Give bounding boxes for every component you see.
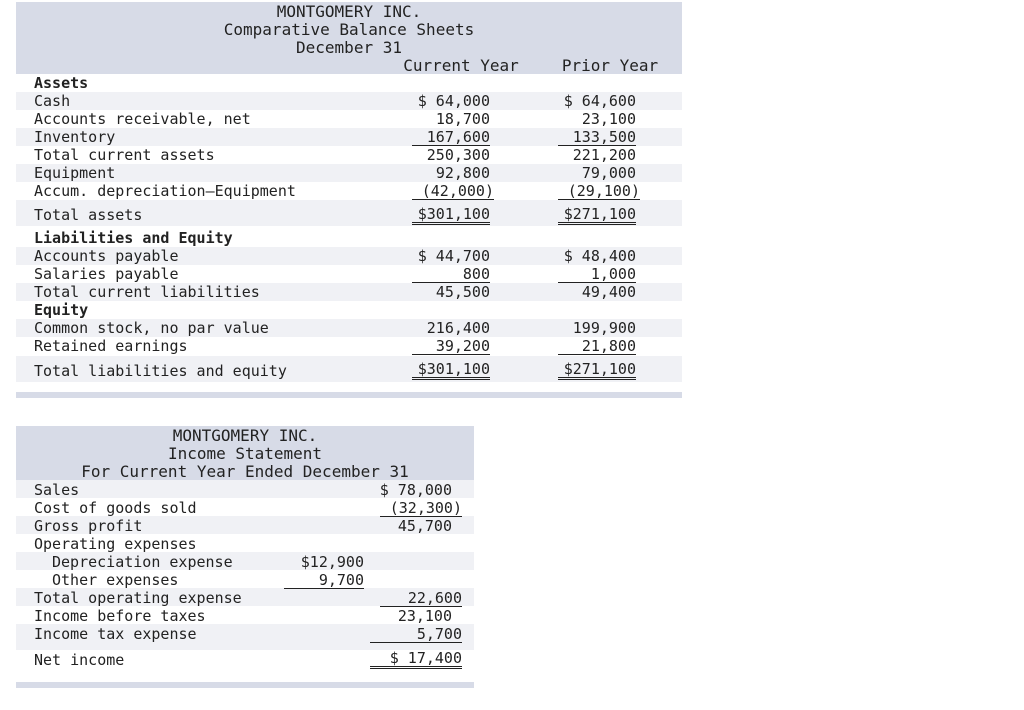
- gross-profit-value: 45,700: [397, 517, 452, 535]
- prior-value: (29,100): [558, 182, 640, 200]
- prior-value: $ 48,400: [563, 247, 636, 265]
- equity-heading: Equity: [34, 301, 89, 319]
- prior-value: 23,100: [581, 110, 636, 128]
- current-value: $ 44,700: [417, 247, 490, 265]
- depreciation-value: $12,900: [300, 553, 364, 571]
- row-label: Accum. depreciation—Equipment: [34, 182, 296, 200]
- row-label: Total current assets: [34, 146, 215, 164]
- row-label: Inventory: [34, 128, 116, 146]
- prior-total: $271,100: [558, 205, 636, 225]
- prior-value: 133,500: [558, 128, 636, 146]
- sales-label: Sales: [34, 481, 80, 499]
- income-tax-value: 5,700: [370, 625, 462, 643]
- prior-value: $ 64,600: [563, 92, 636, 110]
- current-total: $301,100: [412, 205, 490, 225]
- income-before-taxes-value: 23,100: [397, 607, 452, 625]
- balance-sheet-footer-bar: [16, 392, 682, 398]
- depreciation-label: Depreciation expense: [52, 553, 233, 571]
- other-expenses-value: 9,700: [284, 571, 364, 589]
- current-value: 167,600: [412, 128, 490, 146]
- prior-value: 221,200: [572, 146, 636, 164]
- income-statement: [16, 426, 474, 688]
- current-value: 92,800: [435, 164, 490, 182]
- row-label: Total current liabilities: [34, 283, 260, 301]
- col-header-current: Current Year: [403, 56, 519, 75]
- current-value: 250,300: [426, 146, 490, 164]
- current-value: $ 64,000: [417, 92, 490, 110]
- row-label: Cash: [34, 92, 71, 110]
- row-label: Equipment: [34, 164, 116, 182]
- other-expenses-label: Other expenses: [52, 571, 179, 589]
- company-name: MONTGOMERY INC.: [172, 426, 318, 445]
- row-label: Accounts receivable, net: [34, 110, 251, 128]
- gross-profit-label: Gross profit: [34, 517, 143, 535]
- cogs-value: (32,300): [380, 499, 462, 517]
- net-income-label: Net income: [34, 651, 125, 669]
- row-label: Total liabilities and equity: [34, 362, 287, 380]
- net-income-value: $ 17,400: [370, 649, 462, 669]
- statement-title: Income Statement: [167, 444, 323, 463]
- row-label: Common stock, no par value: [34, 319, 269, 337]
- current-total: $301,100: [412, 360, 490, 380]
- cogs-label: Cost of goods sold: [34, 499, 197, 517]
- income-before-taxes-label: Income before taxes: [34, 607, 206, 625]
- prior-value: 79,000: [581, 164, 636, 182]
- assets-heading: Assets: [34, 74, 89, 92]
- income-statement-footer-bar: [16, 682, 474, 688]
- statement-title: Comparative Balance Sheets: [223, 20, 475, 39]
- row-label: Accounts payable: [34, 247, 179, 265]
- current-value: 216,400: [426, 319, 490, 337]
- total-opex-label: Total operating expense: [34, 589, 242, 607]
- total-opex-value: 22,600: [380, 589, 462, 607]
- row-label: Total assets: [34, 206, 143, 224]
- col-header-prior: Prior Year: [561, 56, 659, 75]
- statement-date: December 31: [296, 38, 402, 57]
- prior-value: 1,000: [558, 265, 636, 283]
- opex-heading: Operating expenses: [34, 535, 197, 553]
- current-value: 800: [412, 265, 490, 283]
- liabilities-heading: Liabilities and Equity: [34, 229, 233, 247]
- prior-value: 49,400: [581, 283, 636, 301]
- company-name: MONTGOMERY INC.: [276, 2, 422, 21]
- prior-value: 21,800: [558, 337, 636, 355]
- statement-period: For Current Year Ended December 31: [81, 462, 409, 481]
- row-label: Retained earnings: [34, 337, 188, 355]
- current-value: 39,200: [412, 337, 490, 355]
- balance-sheet: [16, 2, 682, 398]
- current-value: 18,700: [435, 110, 490, 128]
- income-tax-label: Income tax expense: [34, 625, 197, 643]
- row-label: Salaries payable: [34, 265, 179, 283]
- current-value: 45,500: [435, 283, 490, 301]
- sales-value: $ 78,000: [379, 481, 452, 499]
- current-value: (42,000): [412, 182, 494, 200]
- prior-value: 199,900: [572, 319, 636, 337]
- prior-total: $271,100: [558, 360, 636, 380]
